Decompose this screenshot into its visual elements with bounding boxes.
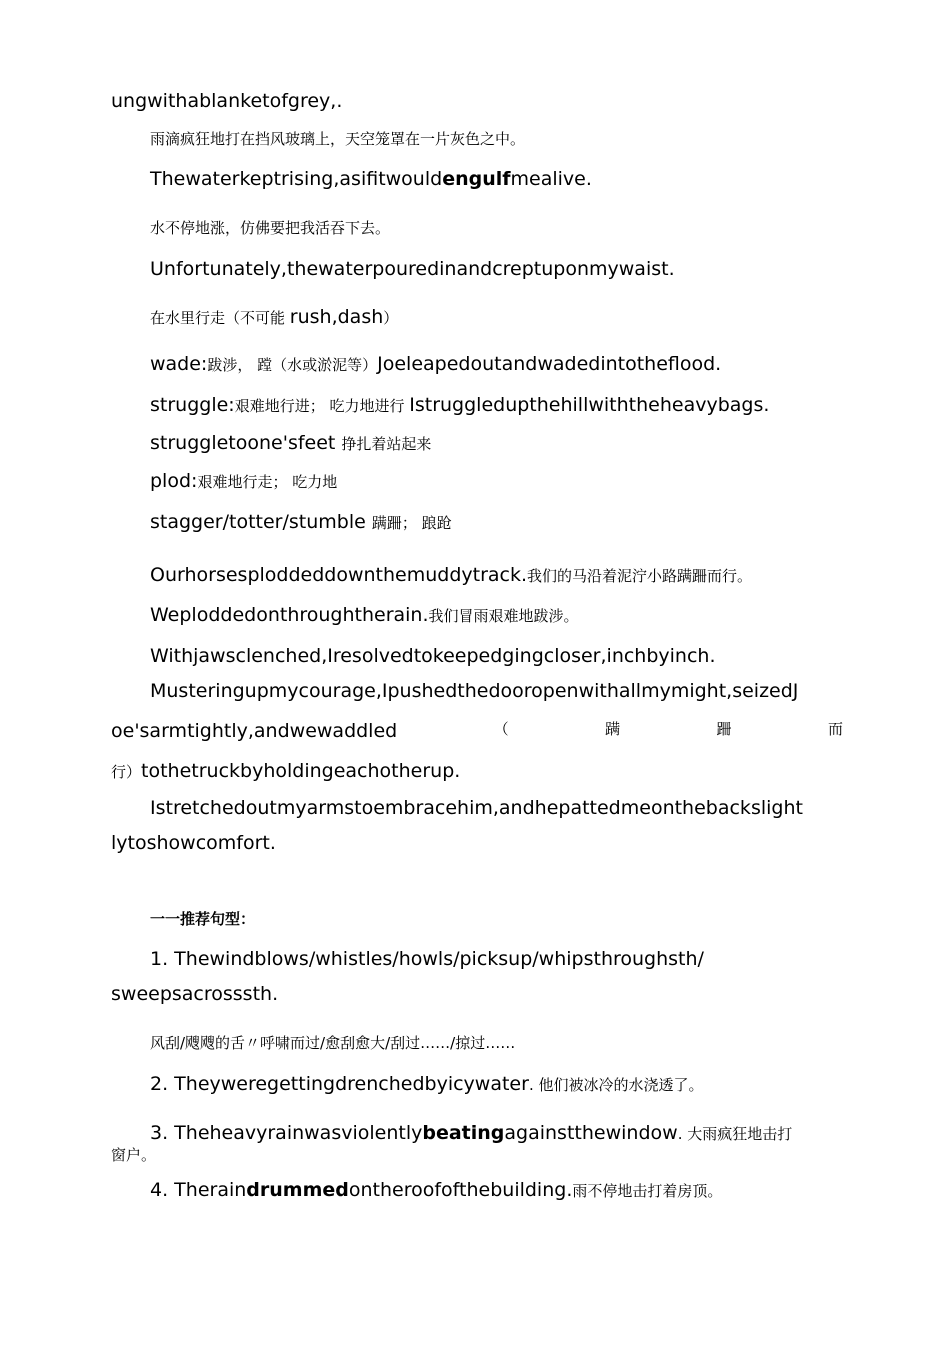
text-span: 跚 xyxy=(716,720,732,738)
text-span: wade: xyxy=(150,353,208,375)
text-span: 蹒跚； 踉跄 xyxy=(371,514,452,532)
text-line: 1. Thewindblows/whistles/howls/picksup/whipsthroughsth/ xyxy=(150,948,704,970)
bold-word: beating xyxy=(422,1122,505,1144)
text-line: sweepsacrosssth. xyxy=(111,983,279,1005)
text-span: plod: xyxy=(150,470,198,492)
text-span: 艰难地行进； 吃力地进行 xyxy=(234,397,410,415)
text-span: 2. Theyweregettingdrenchedbyicywater xyxy=(150,1073,529,1095)
text-line xyxy=(150,355,721,374)
text-line xyxy=(150,434,431,453)
text-span: tothetruckbyholdingeachotherup. xyxy=(141,760,461,782)
text-span: stagger/totter/stumble xyxy=(150,511,372,533)
text-span: Joeleapedoutandwadedintotheflood. xyxy=(377,353,722,375)
text-line xyxy=(150,396,769,415)
text-line: Musteringupmycourage,Ipushedthedooropenwithallmymight,seizedJ xyxy=(150,680,799,702)
text-span: 我们的马沿着泥泞小路蹒跚而行。 xyxy=(527,567,753,585)
text-span: struggletoone'sfeet xyxy=(150,432,342,454)
text-line: Unfortunately,thewaterpouredinandcreptuponmywaist. xyxy=(150,258,675,280)
text-span: 挣扎着站起来 xyxy=(341,435,432,453)
text-span: struggle: xyxy=(150,394,235,416)
text-line: 窗户。 xyxy=(111,1146,157,1164)
text-span: 3. Theheavyrainwasviolently xyxy=(150,1122,423,1144)
text-span: Ourhorsesploddeddownthemuddytrack. xyxy=(150,564,528,586)
text-line xyxy=(150,566,752,585)
bold-word: drummed xyxy=(246,1179,349,1201)
text-span: 行） xyxy=(111,763,142,781)
text-line: Withjawsclenched,Iresolvedtokeepedgingcloser,inchbyinch. xyxy=(150,645,716,667)
text-span: 跋涉， 蹚（水或淤泥等） xyxy=(207,356,378,374)
text-line: lytoshowcomfort. xyxy=(111,832,276,854)
text-line: 水不停地涨，仿佛要把我活吞下去。 xyxy=(150,219,391,237)
text-span: ） xyxy=(383,309,399,327)
bold-word: engulf xyxy=(442,168,511,190)
text-line xyxy=(150,1181,722,1200)
text-span: 我们冒雨艰难地跋涉。 xyxy=(428,607,579,625)
text-span: 雨不停地击打着房顶。 xyxy=(572,1182,723,1200)
text-span: 艰难地行走； 吃力地 xyxy=(197,473,338,491)
text-line: Istretchedoutmyarmstoembracehim,andhepattedmeonthebackslight xyxy=(150,797,803,819)
text-span: 而 xyxy=(827,720,843,738)
text-line xyxy=(150,308,398,327)
text-span: 4. Therain xyxy=(150,1179,247,1201)
justified-line xyxy=(111,722,843,741)
text-span: mealive. xyxy=(510,168,592,190)
text-span: ontheroofofthebuilding. xyxy=(348,1179,573,1201)
text-line xyxy=(150,472,337,491)
text-span: oe'sarmtightly,andwewaddled xyxy=(111,720,398,742)
text-span: Weploddedonthroughtherain. xyxy=(150,604,429,626)
text-line xyxy=(150,1124,792,1143)
text-line xyxy=(150,606,579,625)
text-span: rush,dash xyxy=(289,306,384,328)
text-span: Istruggledupthehillwiththeheavybags. xyxy=(409,394,770,416)
text-span: . 他们被冰冷的水浇透了。 xyxy=(528,1076,704,1094)
text-span: Thewaterkeptrising,asifitwould xyxy=(150,168,443,190)
text-line xyxy=(150,513,452,532)
text-line xyxy=(150,170,592,189)
text-span: （ xyxy=(493,720,509,738)
text-span: . 大雨疯狂地击打 xyxy=(677,1125,793,1143)
text-line xyxy=(150,1075,703,1094)
text-line: 雨滴疯狂地打在挡风玻璃上，天空笼罩在一片灰色之中。 xyxy=(150,130,526,148)
text-line xyxy=(111,762,460,781)
text-span: 蹒 xyxy=(605,720,621,738)
text-line: 风刮/飕飕的舌〃呼啸而过/愈刮愈大/刮过……/掠过…… xyxy=(150,1034,516,1052)
text-line: ungwithablanketofgrey,. xyxy=(111,90,343,112)
text-span: againstthewindow xyxy=(504,1122,678,1144)
section-heading: 一一推荐句型： xyxy=(150,910,256,928)
text-span: 在水里行走（不可能 xyxy=(150,309,290,327)
